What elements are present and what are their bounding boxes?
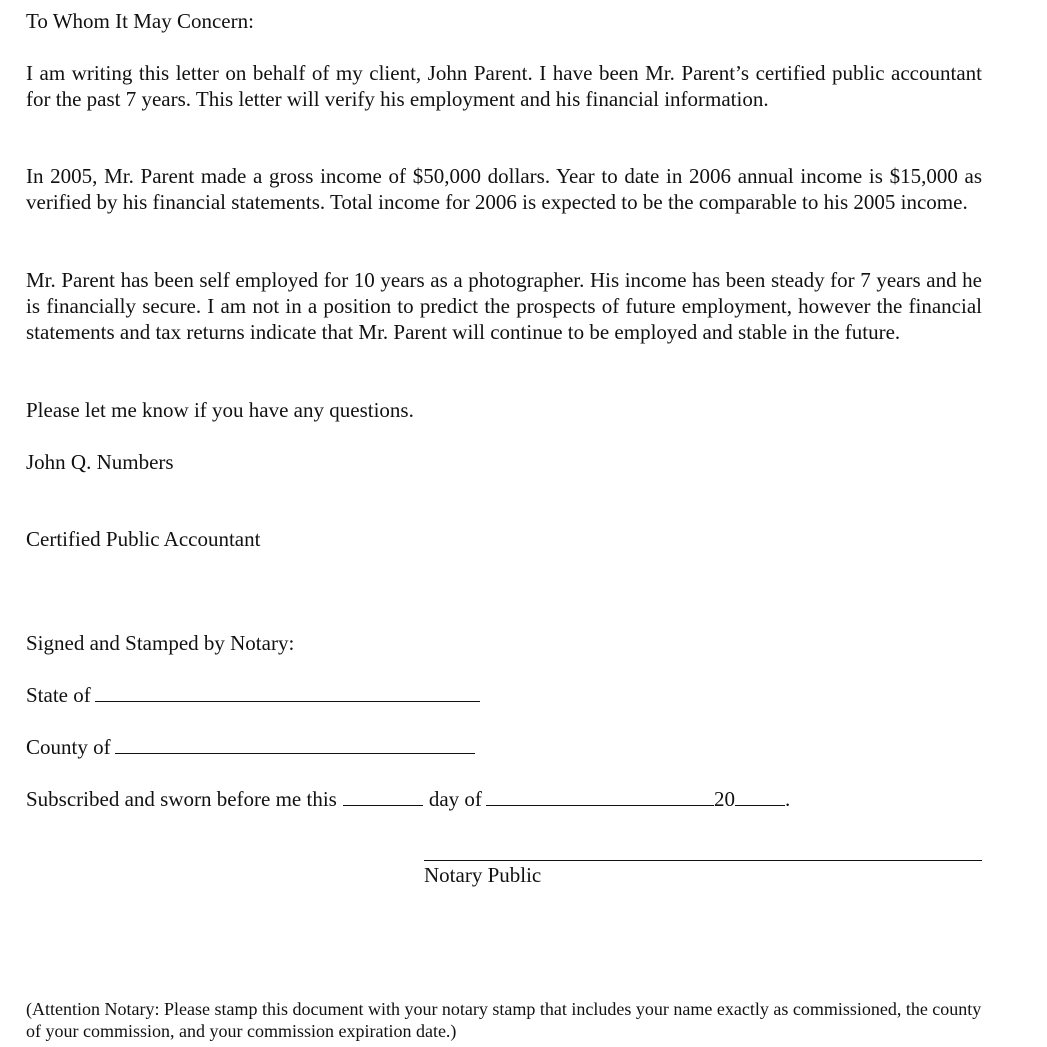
signer-name: John Q. Numbers — [26, 450, 174, 474]
closing-line: Please let me know if you have any questions. — [26, 398, 414, 422]
year-blank-field[interactable] — [735, 786, 785, 806]
sworn-prefix: Subscribed and sworn before me this — [26, 787, 337, 811]
notary-signature-line[interactable] — [424, 860, 982, 861]
month-blank-field[interactable] — [486, 786, 714, 806]
county-label: County of — [26, 735, 111, 759]
state-line — [26, 682, 480, 708]
paragraph-relationship: I am writing this letter on behalf of my client, John Parent. I have been Mr. Parent’s certified public accountant for the past 7 years. This letter will verify his employment and his financial information. — [26, 61, 982, 111]
salutation: To Whom It May Concern: — [26, 9, 254, 33]
attention-note: (Attention Notary: Please stamp this document with your notary stamp that includes your name exactly as commissioned, the county of your commission, and your commission expiration date.) — [26, 999, 982, 1041]
state-label: State of — [26, 683, 91, 707]
sworn-period: . — [784, 787, 791, 811]
day-blank-field[interactable] — [343, 786, 423, 806]
county-line — [26, 734, 475, 760]
paragraph-income: In 2005, Mr. Parent made a gross income of $50,000 dollars. Year to date in 2006 annual income is $15,000 as verified by his financial statements. Total income for 2006 is expected to be the comparable to his 2005 income. — [26, 164, 982, 214]
sworn-line — [26, 786, 790, 812]
county-blank-field[interactable] — [115, 734, 475, 754]
year-prefix: 20 — [713, 787, 735, 811]
day-of-label: day of — [428, 787, 482, 811]
notary-heading: Signed and Stamped by Notary: — [26, 631, 295, 655]
signer-title: Certified Public Accountant — [26, 527, 261, 551]
notary-public-label: Notary Public — [424, 863, 542, 887]
state-blank-field[interactable] — [95, 682, 480, 702]
paragraph-employment: Mr. Parent has been self employed for 10 years as a photographer. His income has been steady for 7 years and he is financially secure. I am not in a position to predict the prospects of future employment, however the financial statements and tax returns indicate that Mr. Parent will continue to be employed and stable in the future. — [26, 268, 982, 344]
